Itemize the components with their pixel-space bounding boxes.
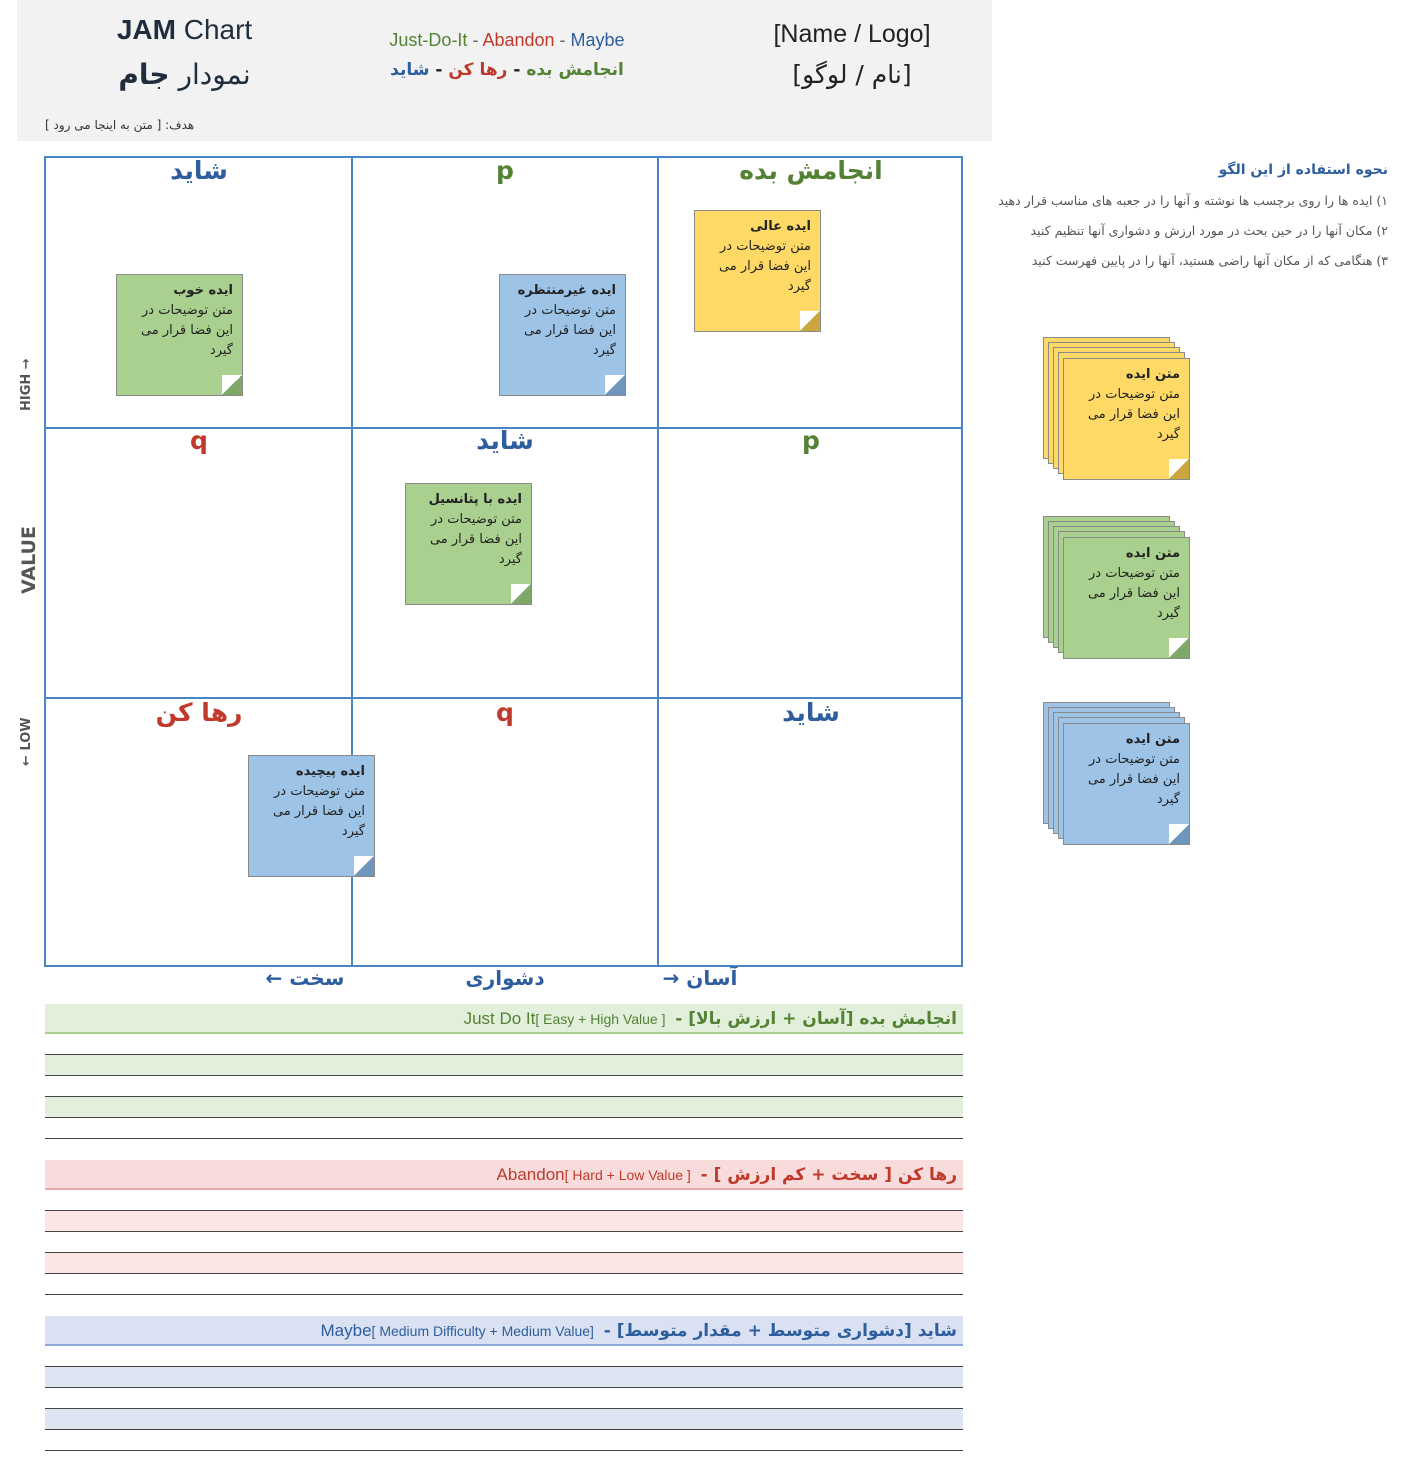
note-title: ایده با پتانسیل [428, 492, 522, 507]
note-body: متن توضیحات در این فضا قرار می گیرد [140, 303, 233, 358]
list-row[interactable] [45, 1232, 963, 1253]
x-axis-easy: آسان → [662, 966, 738, 990]
list-header-en: Just Do It [463, 1009, 536, 1028]
list-row[interactable] [45, 1055, 963, 1076]
list-header-maybe [45, 1316, 963, 1346]
sticky-note[interactable] [499, 274, 626, 396]
list-row[interactable] [45, 1430, 963, 1451]
note-body: متن توضیحات در این فضا قرار می گیرد [429, 512, 522, 567]
sticky-note[interactable] [1063, 723, 1190, 845]
list-header-en: Abandon [496, 1165, 565, 1184]
quadrant-label-maybe: شاید [782, 698, 840, 727]
x-axis-hard: سخت ← [265, 966, 345, 990]
logo-placeholder-en[interactable]: [Name / Logo] [773, 20, 931, 48]
sticky-note[interactable] [116, 274, 243, 396]
howto-title: نحوه استفاده از این الگو [1218, 162, 1388, 178]
sticky-note[interactable] [405, 483, 532, 605]
page-curl-icon [1169, 824, 1189, 844]
sticky-note[interactable] [694, 210, 821, 332]
sticky-stack-green[interactable] [1043, 516, 1193, 666]
page-curl-icon [605, 375, 625, 395]
x-axis-title: دشواری [465, 966, 545, 990]
quadrant-label-q: q [190, 426, 208, 455]
list-header-criteria: [ Medium Difficulty + Medium Value] [371, 1323, 598, 1339]
list-header-criteria: [ Hard + Low Value ] [564, 1167, 695, 1183]
list-row[interactable] [45, 1388, 963, 1409]
quadrant-label-abandon: رها کن [155, 698, 243, 727]
note-title: ایده پیچیده [295, 764, 365, 779]
note-title: ایده عالی [750, 219, 811, 234]
list-row[interactable] [45, 1076, 963, 1097]
page-curl-icon [511, 584, 531, 604]
note-title: متن ایده [1125, 367, 1180, 382]
list-header-abandon [45, 1160, 963, 1190]
y-axis-title: VALUE [18, 526, 40, 594]
note-title: متن ایده [1125, 546, 1180, 561]
list-header-fa: رها کن [ سخت + کم ارزش ] - [694, 1165, 957, 1185]
howto-step: ۲) مکان آنها را در حین بحث در مورد ارزش و دشواری آنها تنظیم کنید [1030, 223, 1388, 238]
list-row[interactable] [45, 1409, 963, 1430]
list-header-do-it [45, 1004, 963, 1034]
page-curl-icon [800, 311, 820, 331]
header [17, 0, 992, 141]
list-header-en: Maybe [320, 1321, 372, 1340]
page-curl-icon [1169, 459, 1189, 479]
grid-divider [657, 158, 659, 965]
logo-placeholder-fa[interactable]: [نام / لوگو] [792, 60, 912, 89]
list-row[interactable] [45, 1211, 963, 1232]
chart-title-en: JAM Chart [116, 14, 253, 45]
list-row[interactable] [45, 1034, 963, 1055]
note-body: متن توضیحات در این فضا قرار می گیرد [1087, 752, 1180, 807]
list-header-fa: شاید [دشواری متوسط + مقدار متوسط] - [597, 1321, 957, 1341]
list-row[interactable] [45, 1190, 963, 1211]
note-title: ایده خوب [173, 283, 233, 298]
note-body: متن توضیحات در این فضا قرار می گیرد [272, 784, 365, 839]
note-body: متن توضیحات در این فضا قرار می گیرد [718, 239, 811, 294]
sticky-note[interactable] [1063, 358, 1190, 480]
note-body: متن توضیحات در این فضا قرار می گیرد [1087, 566, 1180, 621]
page-curl-icon [1169, 638, 1189, 658]
quadrant-label-p: p [802, 426, 820, 455]
list-row[interactable] [45, 1367, 963, 1388]
y-axis-low: ← LOW [19, 717, 34, 766]
legend-en: Just-Do-It - Abandon - Maybe [389, 30, 625, 50]
page-curl-icon [354, 856, 374, 876]
chart-title-fa: نمودار جام [118, 58, 251, 91]
quadrant-label-p: p [496, 156, 514, 185]
sticky-stack-blue[interactable] [1043, 702, 1193, 852]
howto-step: ۳) هنگامی که از مکان آنها راضی هستید، آنها را در پایین فهرست کنید [1031, 253, 1388, 268]
quadrant-label-q: q [496, 698, 514, 727]
note-title: متن ایده [1125, 732, 1180, 747]
list-row[interactable] [45, 1253, 963, 1274]
list-row[interactable] [45, 1118, 963, 1139]
y-axis-high: HIGH → [19, 358, 34, 411]
sticky-note[interactable] [248, 755, 375, 877]
sticky-note[interactable] [1063, 537, 1190, 659]
note-body: متن توضیحات در این فضا قرار می گیرد [1087, 387, 1180, 442]
list-row[interactable] [45, 1097, 963, 1118]
list-row[interactable] [45, 1274, 963, 1295]
goal-text[interactable]: هدف: [ متن به اینجا می رود ] [45, 118, 195, 132]
note-title: ایده غیرمنتظره [517, 283, 616, 298]
quadrant-label-maybe: شاید [170, 156, 228, 185]
page-curl-icon [222, 375, 242, 395]
list-header-fa: انجامش بده [آسان + ارزش بالا] - [669, 1009, 957, 1029]
legend-fa: انجامش بده - رها کن - شاید [390, 60, 624, 80]
sticky-stack-yellow[interactable] [1043, 337, 1193, 487]
note-body: متن توضیحات در این فضا قرار می گیرد [523, 303, 616, 358]
list-row[interactable] [45, 1346, 963, 1367]
quadrant-label-maybe: شاید [476, 426, 534, 455]
howto-step: ۱) ایده ها را روی برچسب ها نوشته و آنها را در جعبه های مناسب قرار دهید [998, 193, 1388, 208]
list-header-criteria: [ Easy + High Value ] [535, 1011, 670, 1027]
quadrant-label-do-it: انجامش بده [739, 156, 883, 185]
